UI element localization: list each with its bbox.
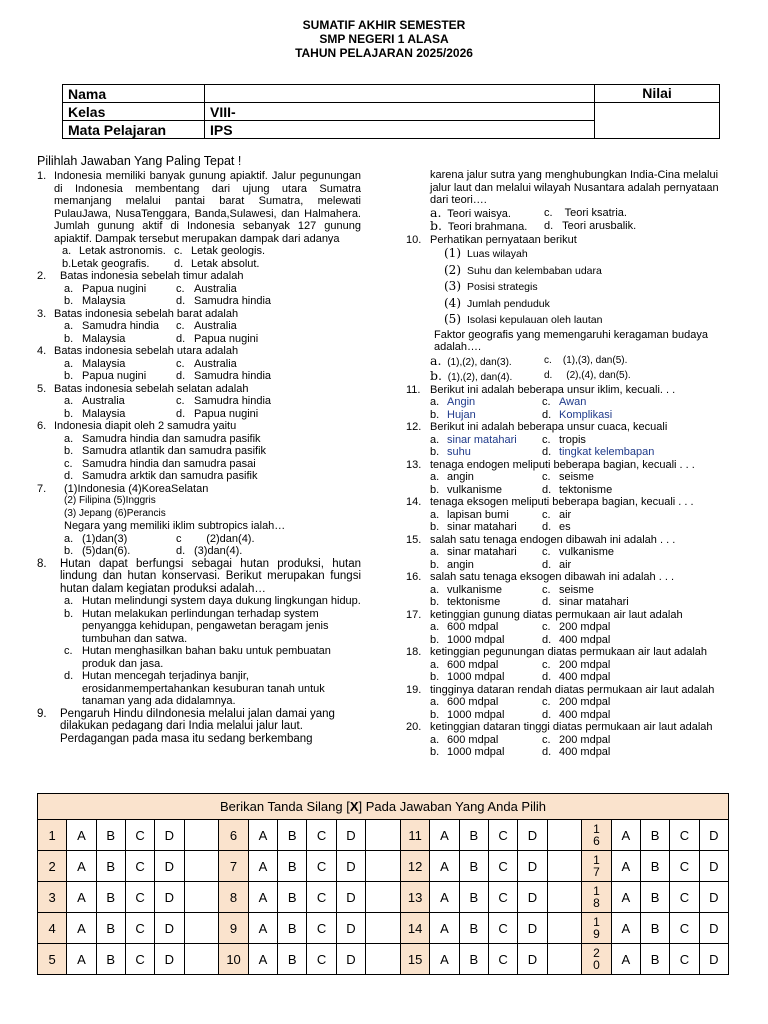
question-text: Batas indonesia sebelah utara adalah bbox=[54, 345, 239, 357]
answer-choice-c[interactable]: C bbox=[307, 913, 336, 944]
option-b[interactable]: b. Malaysia bbox=[64, 332, 126, 345]
answer-choice-b[interactable]: B bbox=[96, 851, 125, 882]
answer-gap bbox=[184, 944, 219, 975]
question-text: ketinggian gunung diatas permukaan air laut adalah bbox=[430, 608, 683, 621]
answer-choice-a[interactable]: A bbox=[67, 913, 96, 944]
question-9: 9. Pengaruh Hindu diIndonesia melalui jalan damai yang dilakukan pedagang dari India melalui jalur laut. Perdagangan pada masa itu sedang berkembang bbox=[37, 708, 361, 746]
answer-gap bbox=[366, 944, 401, 975]
option-d[interactable]: d. 400 mdpal bbox=[542, 746, 611, 758]
option-b[interactable]: b. sinar matahari bbox=[430, 521, 517, 533]
option-d[interactable]: d. Teori arusbalik. bbox=[544, 220, 637, 232]
kelas-field[interactable]: VIII- bbox=[205, 103, 595, 121]
answer-row bbox=[38, 913, 729, 944]
option-b[interactable]: b. (1),(2), dan(4). bbox=[430, 367, 513, 383]
answer-choice-b[interactable]: B bbox=[459, 913, 488, 944]
option-a[interactable]: a. 600 mdpal bbox=[430, 621, 499, 633]
option-a[interactable]: a. Papua nugini bbox=[64, 282, 147, 295]
answer-sheet-title: Berikan Tanda Silang [X] Pada Jawaban Yang Anda Pilih bbox=[38, 794, 729, 820]
option-c[interactable]: c. Samudra hindia dan samudra pasai bbox=[64, 457, 256, 470]
option-d[interactable]: d. Samudra hindia bbox=[176, 370, 272, 382]
answer-choice-b[interactable]: B bbox=[96, 913, 125, 944]
statement-4: (4) Jumlah penduduk bbox=[444, 295, 550, 310]
option-c[interactable]: c. Samudra hindia bbox=[176, 395, 272, 407]
option-d[interactable]: d. tektonisme bbox=[542, 483, 613, 496]
answer-gap bbox=[366, 851, 401, 882]
statement-list bbox=[430, 246, 732, 329]
question-text: ketinggian dataran tinggi diatas permukaan air laut adalah bbox=[430, 721, 713, 733]
option-a[interactable]: a. Samudra hindia bbox=[64, 320, 160, 332]
question-11: 11. Berikut ini adalah beberapa unsur iklim, kecuali. . . a. Angin c. Awan b. Hujan d. Komplikasi bbox=[406, 384, 732, 422]
question-7: 7. (1)Indonesia (4)KoreaSelatan (2) Filipina (5)Inggris (3) Jepang (6)Perancis Negara yang memiliki iklim subtropics ialah… a. (1)dan(3) c (2)dan(4). b. (5)dan(6). d. (3)dan(4). bbox=[37, 483, 361, 558]
answer-gap bbox=[184, 820, 219, 851]
answer-choice-c[interactable]: C bbox=[125, 882, 154, 913]
option-b[interactable]: b. Hutan melakukan perlindungan terhadap system penyangga kehidupan, pengawetan beragam jenis tumbuhan dan satwa. bbox=[64, 607, 329, 645]
question-text: tenaga endogen meliputi beberapa bagian, kecuali . . . bbox=[430, 458, 695, 471]
question-text: tingginya dataran rendah diatas permukaan air laut adalah bbox=[430, 683, 715, 696]
answer-choice-c[interactable]: C bbox=[307, 851, 336, 882]
option-c[interactable]: c. Australia bbox=[176, 282, 237, 295]
answer-gap bbox=[366, 820, 401, 851]
option-b[interactable]: b. Teori brahmana. bbox=[430, 218, 528, 233]
answer-gap bbox=[547, 851, 582, 882]
option-d[interactable]: d. (3)dan(4). bbox=[176, 545, 243, 557]
question-text: Perhatikan pernyataan berikut bbox=[430, 233, 577, 246]
answer-gap bbox=[184, 851, 219, 882]
answer-choice-a[interactable]: A bbox=[611, 820, 640, 851]
question-text: Batas indonesia sebelah barat adalah bbox=[54, 307, 239, 320]
option-d[interactable]: d. Samudra arktik dan samudra pasifik bbox=[64, 470, 258, 482]
answer-choice-b[interactable]: B bbox=[278, 820, 307, 851]
questions-left-column bbox=[37, 170, 361, 745]
question-8: 8. Hutan dapat berfungsi sebagai hutan produksi, hutan lindung dan hutan konservasi. Berikut merupakan fungsi hutan dalam kegiatan produksi adalah… a. Hutan melindungi system daya dukung lingkungan hidup. b. Hutan melakukan perlindungan terhadap system penyangga kehidupan, pengawetan beragam jenis tumbuhan dan satwa. c. Hutan menghasilkan bahan baku untuk pembuatan produk dan jasa. d. Hutan mencegah terjadinya banjir, erosidanmempertahankan kesuburan tanah untuk tanaman yang ada didalamnya. bbox=[37, 557, 361, 707]
answer-number: 12 bbox=[400, 851, 430, 882]
questions-right-column bbox=[406, 169, 732, 759]
answer-choice-a[interactable]: A bbox=[248, 820, 277, 851]
option-b[interactable]: b. Hujan bbox=[430, 408, 476, 421]
option-a[interactable]: a. angin bbox=[430, 471, 474, 483]
option-c[interactable]: c. Australia bbox=[176, 320, 237, 332]
option-d[interactable]: d. Letak absolut. bbox=[174, 257, 260, 270]
option-b[interactable]: b. 1000 mdpal bbox=[430, 708, 505, 721]
question-2: 2. Batas indonesia sebelah timur adalah a. Papua nugini c. Australia b. Malaysia d. Samudra hindia bbox=[37, 270, 361, 308]
option-d[interactable]: d. Papua nugini bbox=[176, 332, 259, 345]
option-c[interactable]: c. tropis bbox=[542, 433, 586, 446]
answer-choice-c[interactable]: C bbox=[307, 820, 336, 851]
answer-choice-b[interactable]: B bbox=[640, 820, 669, 851]
answer-choice-c[interactable]: C bbox=[125, 851, 154, 882]
answer-number: 1 8 bbox=[582, 882, 611, 913]
instruction: Pilihlah Jawaban Yang Paling Tepat ! bbox=[37, 154, 242, 168]
option-b[interactable]: b. suhu bbox=[430, 446, 471, 458]
answer-choice-d[interactable]: D bbox=[518, 820, 547, 851]
answer-choice-b[interactable]: B bbox=[459, 944, 488, 975]
answer-gap bbox=[547, 913, 582, 944]
answer-choice-a[interactable]: A bbox=[248, 851, 277, 882]
answer-choice-d[interactable]: D bbox=[699, 944, 728, 975]
option-d[interactable]: d. air bbox=[542, 558, 572, 571]
option-a[interactable]: a. lapisan bumi bbox=[430, 508, 509, 521]
nilai-box[interactable] bbox=[595, 85, 720, 139]
mapel-label: Mata Pelajaran bbox=[63, 121, 205, 139]
answer-number: 1 6 bbox=[582, 820, 611, 851]
option-d[interactable]: d. (2),(4), dan(5). bbox=[544, 369, 631, 381]
option-a[interactable]: a. sinar matahari bbox=[430, 546, 517, 558]
answer-choice-b[interactable]: B bbox=[96, 944, 125, 975]
question-text: Hutan dapat berfungsi sebagai hutan produksi, hutan lindung dan hutan konservasi. Berikut merupakan fungsi hutan dalam kegiatan produksi adalah… bbox=[60, 557, 361, 595]
question-text: tenaga eksogen meliputi beberapa bagian, kecuali . . . bbox=[430, 496, 694, 508]
statement-2: (2) Suhu dan kelembaban udara bbox=[444, 262, 602, 277]
answer-choice-c[interactable]: C bbox=[307, 882, 336, 913]
answer-number: 1 7 bbox=[582, 851, 611, 882]
option-a[interactable]: a. (1),(2), dan(3). bbox=[430, 352, 512, 368]
header-title: SUMATIF AKHIR SEMESTER bbox=[302, 18, 466, 32]
question-10: 10. Perhatikan pernyataan berikut (1) Luas wilayah (2) Suhu dan kelembaban udara (3) Posisi strategis (4) Jumlah penduduk (5) Isolasi kepulauan oleh lautan Faktor geografis yang memengaruhi keragaman budaya adalah…. a. (1),(2), dan(3). c. (1),(3), dan(5). b. (1),(2), dan(4). d. (2),(4), dan(5). bbox=[406, 234, 732, 384]
question-18: 18. ketinggian pegunungan diatas permukaan air laut adalah a. 600 mdpal c. 200 mdpal b. 1000 mdpal d. 400 mdpal bbox=[406, 646, 732, 684]
question-15: 15. salah satu tenaga endogen dibawah ini adalah . . . a. sinar matahari c. vulkanisme b. angin d. air bbox=[406, 534, 732, 572]
option-a[interactable]: a. sinar matahari bbox=[430, 433, 517, 446]
answer-number: 7 bbox=[219, 851, 249, 882]
answer-choice-c[interactable]: C bbox=[125, 944, 154, 975]
option-c[interactable]: c. 200 mdpal bbox=[542, 733, 611, 746]
answer-choice-d[interactable]: D bbox=[336, 882, 365, 913]
question-text: salah satu tenaga endogen dibawah ini adalah . . . bbox=[430, 533, 676, 546]
option-b[interactable]: b. tektonisme bbox=[430, 596, 501, 608]
option-b[interactable]: b. 1000 mdpal bbox=[430, 746, 505, 758]
question-20: 20. ketinggian dataran tinggi diatas permukaan air laut adalah a. 600 mdpal c. 200 mdpal b. 1000 mdpal d. 400 mdpal bbox=[406, 721, 732, 759]
answer-choice-d[interactable]: D bbox=[336, 851, 365, 882]
answer-number: 2 0 bbox=[582, 944, 611, 975]
question-text: Pengaruh Hindu diIndonesia melalui jalan damai yang dilakukan pedagang dari India melalui jalur laut. Perdagangan pada masa itu sedang berkembang bbox=[60, 707, 335, 745]
answer-choice-a[interactable]: A bbox=[248, 944, 277, 975]
option-c[interactable]: c. seisme bbox=[542, 583, 594, 596]
option-a[interactable]: a. Australia bbox=[64, 395, 125, 407]
answer-choice-a[interactable]: A bbox=[67, 820, 96, 851]
question-3: 3. Batas indonesia sebelah barat adalah a. Samudra hindia c. Australia b. Malaysia d. Papua nugini bbox=[37, 308, 361, 346]
answer-choice-b[interactable]: B bbox=[640, 882, 669, 913]
option-b[interactable]: b. 1000 mdpal bbox=[430, 633, 505, 646]
option-d[interactable]: d. es bbox=[542, 521, 571, 533]
answer-choice-a[interactable]: A bbox=[611, 913, 640, 944]
option-d[interactable]: d. 400 mdpal bbox=[542, 633, 611, 646]
answer-choice-b[interactable]: B bbox=[278, 944, 307, 975]
option-c[interactable]: c. (1),(3), dan(5). bbox=[544, 354, 628, 366]
answer-choice-d[interactable]: D bbox=[336, 944, 365, 975]
option-c[interactable]: c. 200 mdpal bbox=[542, 621, 611, 633]
answer-number: 14 bbox=[400, 913, 430, 944]
question-17: 17. ketinggian gunung diatas permukaan air laut adalah a. 600 mdpal c. 200 mdpal b. 1000 mdpal d. 400 mdpal bbox=[406, 609, 732, 647]
option-b[interactable]: b.Letak geografis. bbox=[62, 257, 150, 270]
answer-choice-b[interactable]: B bbox=[278, 913, 307, 944]
option-a[interactable]: a. Letak astronomis. bbox=[62, 245, 166, 257]
answer-gap bbox=[366, 882, 401, 913]
question-text: Negara yang memiliki iklim subtropics ialah… bbox=[64, 520, 286, 532]
option-a[interactable]: a. (1)dan(3) bbox=[64, 532, 128, 545]
statement-5: (5) Isolasi kepulauan oleh lautan bbox=[444, 312, 603, 326]
statement-1: (1) Luas wilayah bbox=[444, 246, 528, 260]
answer-choice-a[interactable]: A bbox=[67, 944, 96, 975]
option-b[interactable]: b. Malaysia bbox=[64, 407, 126, 420]
option-c[interactable]: c. Teori ksatria. bbox=[544, 206, 627, 219]
option-a[interactable]: a. 600 mdpal bbox=[430, 696, 499, 708]
option-c[interactable]: c. vulkanisme bbox=[542, 546, 615, 558]
question-text: Berikut ini adalah beberapa unsur iklim, kecuali. . . bbox=[430, 383, 676, 396]
answer-number: 6 bbox=[219, 820, 249, 851]
answer-choice-a[interactable]: A bbox=[430, 913, 459, 944]
option-c[interactable]: c (2)dan(4). bbox=[176, 532, 255, 545]
question-text: Batas indonesia sebelah timur adalah bbox=[60, 270, 244, 282]
answer-number: 4 bbox=[38, 913, 67, 944]
option-a[interactable]: a. vulkanisme bbox=[430, 583, 503, 596]
option-d[interactable]: d. Hutan mencegah terjadinya banjir, erosidanmempertahankan kesuburan tanah untuk tanaman yang ada didalamnya. bbox=[64, 670, 325, 707]
answer-number: 1 bbox=[38, 820, 67, 851]
question-text: Berikut ini adalah beberapa unsur cuaca, kecuali bbox=[430, 421, 668, 433]
answer-choice-b[interactable]: B bbox=[459, 882, 488, 913]
statement-3: (3) Posisi strategis bbox=[444, 279, 538, 293]
answer-choice-b[interactable]: B bbox=[278, 851, 307, 882]
answer-gap bbox=[547, 882, 582, 913]
answer-choice-d[interactable]: D bbox=[155, 851, 184, 882]
option-b[interactable]: b. (5)dan(6). bbox=[64, 545, 131, 557]
answer-number: 9 bbox=[219, 913, 249, 944]
answer-choice-d[interactable]: D bbox=[155, 944, 184, 975]
kelas-label: Kelas bbox=[63, 103, 205, 121]
option-d[interactable]: d. Samudra hindia bbox=[176, 295, 272, 307]
answer-choice-d[interactable]: D bbox=[518, 851, 547, 882]
answer-choice-b[interactable]: B bbox=[96, 882, 125, 913]
question-1: 1. Indonesia memiliki banyak gunung apiaktif. Jalur pegunungan di Indonesia membentang dari ujung utara Sumatra memanjang melalui pantai barat Sumatra, melewati PulauJawa, NusaTenggara, Banda,Sulawesi, dan Halmahera. Jumlah gunung aktif di Indonesia sebanyak 127 gunung apiaktif. Dampak tersebut merupakan dampak dari adanya a. Letak astronomis. c. Letak geologis. b.Letak geografis. d. Letak absolut. bbox=[37, 170, 361, 270]
answer-choice-a[interactable]: A bbox=[611, 882, 640, 913]
answer-choice-d[interactable]: D bbox=[518, 913, 547, 944]
question-text: Batas indonesia sebelah selatan adalah bbox=[54, 382, 249, 395]
answer-choice-c[interactable]: C bbox=[670, 820, 699, 851]
answer-choice-d[interactable]: D bbox=[518, 882, 547, 913]
question-19: 19. tingginya dataran rendah diatas permukaan air laut adalah a. 600 mdpal c. 200 mdpal b. 1000 mdpal d. 400 mdpal bbox=[406, 684, 732, 722]
option-a[interactable]: a. Samudra hindia dan samudra pasifik bbox=[64, 432, 261, 445]
answer-sheet bbox=[37, 793, 729, 975]
answer-number: 8 bbox=[219, 882, 249, 913]
answer-number: 10 bbox=[219, 944, 249, 975]
option-c[interactable]: c. air bbox=[542, 508, 572, 521]
nilai-label: Nilai bbox=[595, 85, 719, 103]
option-a[interactable]: a. Hutan melindungi system daya dukung lingkungan hidup. bbox=[64, 595, 361, 607]
option-d[interactable]: d. tingkat kelembapan bbox=[542, 446, 655, 458]
option-d[interactable]: d. Komplikasi bbox=[542, 408, 613, 421]
option-d[interactable]: d. 400 mdpal bbox=[542, 671, 611, 683]
answer-choice-b[interactable]: B bbox=[640, 851, 669, 882]
answer-gap bbox=[547, 820, 582, 851]
option-d[interactable]: d. sinar matahari bbox=[542, 596, 629, 608]
option-c[interactable]: c. Hutan menghasilkan bahan baku untuk pembuatan produk dan jasa. bbox=[64, 645, 331, 670]
header-year: TAHUN PELAJARAN 2025/2026 bbox=[295, 46, 473, 60]
option-c[interactable]: c. Australia bbox=[176, 357, 237, 370]
option-b[interactable]: b. Samudra atlantik dan samudra pasifik bbox=[64, 445, 267, 457]
question-text: salah satu tenaga eksogen dibawah ini adalah . . . bbox=[430, 571, 675, 583]
answer-choice-a[interactable]: A bbox=[430, 882, 459, 913]
question-9-continued: karena jalur sutra yang menghubungkan India-Cina melalui jalur laut dan melalui wilayah Nusantara adalah pernyataan dari teori…. bbox=[430, 169, 719, 206]
option-b[interactable]: b. 1000 mdpal bbox=[430, 671, 505, 683]
answer-choice-a[interactable]: A bbox=[67, 882, 96, 913]
answer-choice-a[interactable]: A bbox=[611, 851, 640, 882]
question-text-2: Faktor geografis yang memengaruhi keragaman budaya adalah…. bbox=[434, 328, 708, 353]
answer-choice-d[interactable]: D bbox=[699, 913, 728, 944]
answer-choice-c[interactable]: C bbox=[125, 820, 154, 851]
answer-number: 11 bbox=[400, 820, 430, 851]
answer-choice-d[interactable]: D bbox=[518, 944, 547, 975]
option-a[interactable]: a. Angin bbox=[430, 396, 476, 408]
option-c[interactable]: c. Awan bbox=[542, 396, 587, 408]
answer-choice-c[interactable]: C bbox=[488, 820, 517, 851]
answer-row bbox=[38, 944, 729, 975]
question-6: 6. Indonesia diapit oleh 2 samudra yaitu a. Samudra hindia dan samudra pasifik b. Samudra atlantik dan samudra pasifik c. Samudra hindia dan samudra pasai d. Samudra arktik dan samudra pasifik bbox=[37, 420, 361, 483]
answer-choice-d[interactable]: D bbox=[336, 820, 365, 851]
answer-choice-d[interactable]: D bbox=[155, 913, 184, 944]
answer-number: 15 bbox=[400, 944, 430, 975]
question-5: 5. Batas indonesia sebelah selatan adalah a. Australia c. Samudra hindia b. Malaysia d. Papua nugini bbox=[37, 383, 361, 421]
document-header bbox=[0, 18, 768, 60]
answer-choice-d[interactable]: D bbox=[336, 913, 365, 944]
question-12: 12. Berikut ini adalah beberapa unsur cuaca, kecuali a. sinar matahari c. tropis b. suhu d. tingkat kelembapan bbox=[406, 421, 732, 459]
answer-choice-c[interactable]: C bbox=[670, 882, 699, 913]
question-13: 13. tenaga endogen meliputi beberapa bagian, kecuali . . . a. angin c. seisme b. vulkanisme d. tektonisme bbox=[406, 459, 732, 497]
answer-choice-b[interactable]: B bbox=[459, 851, 488, 882]
answer-choice-c[interactable]: C bbox=[488, 851, 517, 882]
option-a[interactable]: a. Teori waisya. bbox=[430, 204, 511, 220]
answer-choice-a[interactable]: A bbox=[248, 882, 277, 913]
option-c[interactable]: c. seisme bbox=[542, 471, 594, 483]
option-c[interactable]: c. Letak geologis. bbox=[174, 245, 265, 257]
answer-choice-d[interactable]: D bbox=[699, 820, 728, 851]
answer-choice-d[interactable]: D bbox=[155, 820, 184, 851]
answer-row bbox=[38, 851, 729, 882]
answer-number: 13 bbox=[400, 882, 430, 913]
option-a[interactable]: a. 600 mdpal bbox=[430, 658, 499, 671]
answer-choice-a[interactable]: A bbox=[248, 913, 277, 944]
answer-choice-c[interactable]: C bbox=[670, 944, 699, 975]
question-text: Indonesia memiliki banyak gunung apiaktif. Jalur pegunungan di Indonesia membentang dari ujung utara Sumatra memanjang melalui pantai barat Sumatra, melewati PulauJawa, NusaTenggara, Banda,Sulawesi, dan Halmahera. Jumlah gunung aktif di Indonesia sebanyak 127 gunung apiaktif. Dampak tersebut merupakan dampak dari adanya bbox=[54, 170, 361, 245]
answer-gap bbox=[366, 913, 401, 944]
question-4: 4. Batas indonesia sebelah utara adalah a. Malaysia c. Australia b. Papua nugini d. Samudra hindia bbox=[37, 345, 361, 383]
option-a[interactable]: a. Malaysia bbox=[64, 357, 126, 370]
question-16: 16. salah satu tenaga eksogen dibawah ini adalah . . . a. vulkanisme c. seisme b. tektonisme d. sinar matahari bbox=[406, 571, 732, 609]
answer-choice-d[interactable]: D bbox=[699, 851, 728, 882]
answer-choice-a[interactable]: A bbox=[430, 820, 459, 851]
option-b[interactable]: b. Papua nugini bbox=[64, 370, 147, 382]
question-text: ketinggian pegunungan diatas permukaan air laut adalah bbox=[430, 646, 708, 658]
student-info-table bbox=[62, 84, 720, 139]
answer-choice-c[interactable]: C bbox=[488, 944, 517, 975]
answer-gap bbox=[547, 944, 582, 975]
answer-choice-b[interactable]: B bbox=[640, 944, 669, 975]
answer-choice-c[interactable]: C bbox=[488, 882, 517, 913]
nama-field[interactable] bbox=[205, 85, 595, 103]
option-d[interactable]: d. Papua nugini bbox=[176, 407, 259, 420]
nama-label: Nama bbox=[63, 85, 205, 103]
answer-choice-d[interactable]: D bbox=[699, 882, 728, 913]
answer-choice-c[interactable]: C bbox=[670, 913, 699, 944]
option-b[interactable]: b. vulkanisme bbox=[430, 483, 503, 496]
answer-choice-a[interactable]: A bbox=[611, 944, 640, 975]
option-a[interactable]: a. 600 mdpal bbox=[430, 733, 499, 746]
option-c[interactable]: c. 200 mdpal bbox=[542, 658, 611, 671]
answer-number: 5 bbox=[38, 944, 67, 975]
answer-choice-b[interactable]: B bbox=[459, 820, 488, 851]
answer-number: 2 bbox=[38, 851, 67, 882]
header-school: SMP NEGERI 1 ALASA bbox=[319, 32, 449, 46]
answer-gap bbox=[184, 882, 219, 913]
question-text: Indonesia diapit oleh 2 samudra yaitu bbox=[54, 420, 237, 432]
answer-choice-d[interactable]: D bbox=[155, 882, 184, 913]
answer-number: 3 bbox=[38, 882, 67, 913]
answer-choice-c[interactable]: C bbox=[125, 913, 154, 944]
answer-row bbox=[38, 820, 729, 851]
question-14: 14. tenaga eksogen meliputi beberapa bagian, kecuali . . . a. lapisan bumi c. air b. sinar matahari d. es bbox=[406, 496, 732, 534]
answer-choice-a[interactable]: A bbox=[430, 851, 459, 882]
answer-choice-c[interactable]: C bbox=[670, 851, 699, 882]
answer-choice-b[interactable]: B bbox=[96, 820, 125, 851]
option-d[interactable]: d. 400 mdpal bbox=[542, 708, 611, 721]
answer-gap bbox=[184, 913, 219, 944]
answer-row bbox=[38, 882, 729, 913]
answer-choice-b[interactable]: B bbox=[278, 882, 307, 913]
answer-choice-b[interactable]: B bbox=[640, 913, 669, 944]
answer-choice-c[interactable]: C bbox=[307, 944, 336, 975]
option-c[interactable]: c. 200 mdpal bbox=[542, 696, 611, 708]
answer-choice-c[interactable]: C bbox=[488, 913, 517, 944]
option-b[interactable]: b. Malaysia bbox=[64, 295, 126, 307]
answer-choice-a[interactable]: A bbox=[67, 851, 96, 882]
answer-number: 1 9 bbox=[582, 913, 611, 944]
mapel-field[interactable]: IPS bbox=[205, 121, 595, 139]
option-b[interactable]: b. angin bbox=[430, 558, 474, 571]
answer-choice-a[interactable]: A bbox=[430, 944, 459, 975]
